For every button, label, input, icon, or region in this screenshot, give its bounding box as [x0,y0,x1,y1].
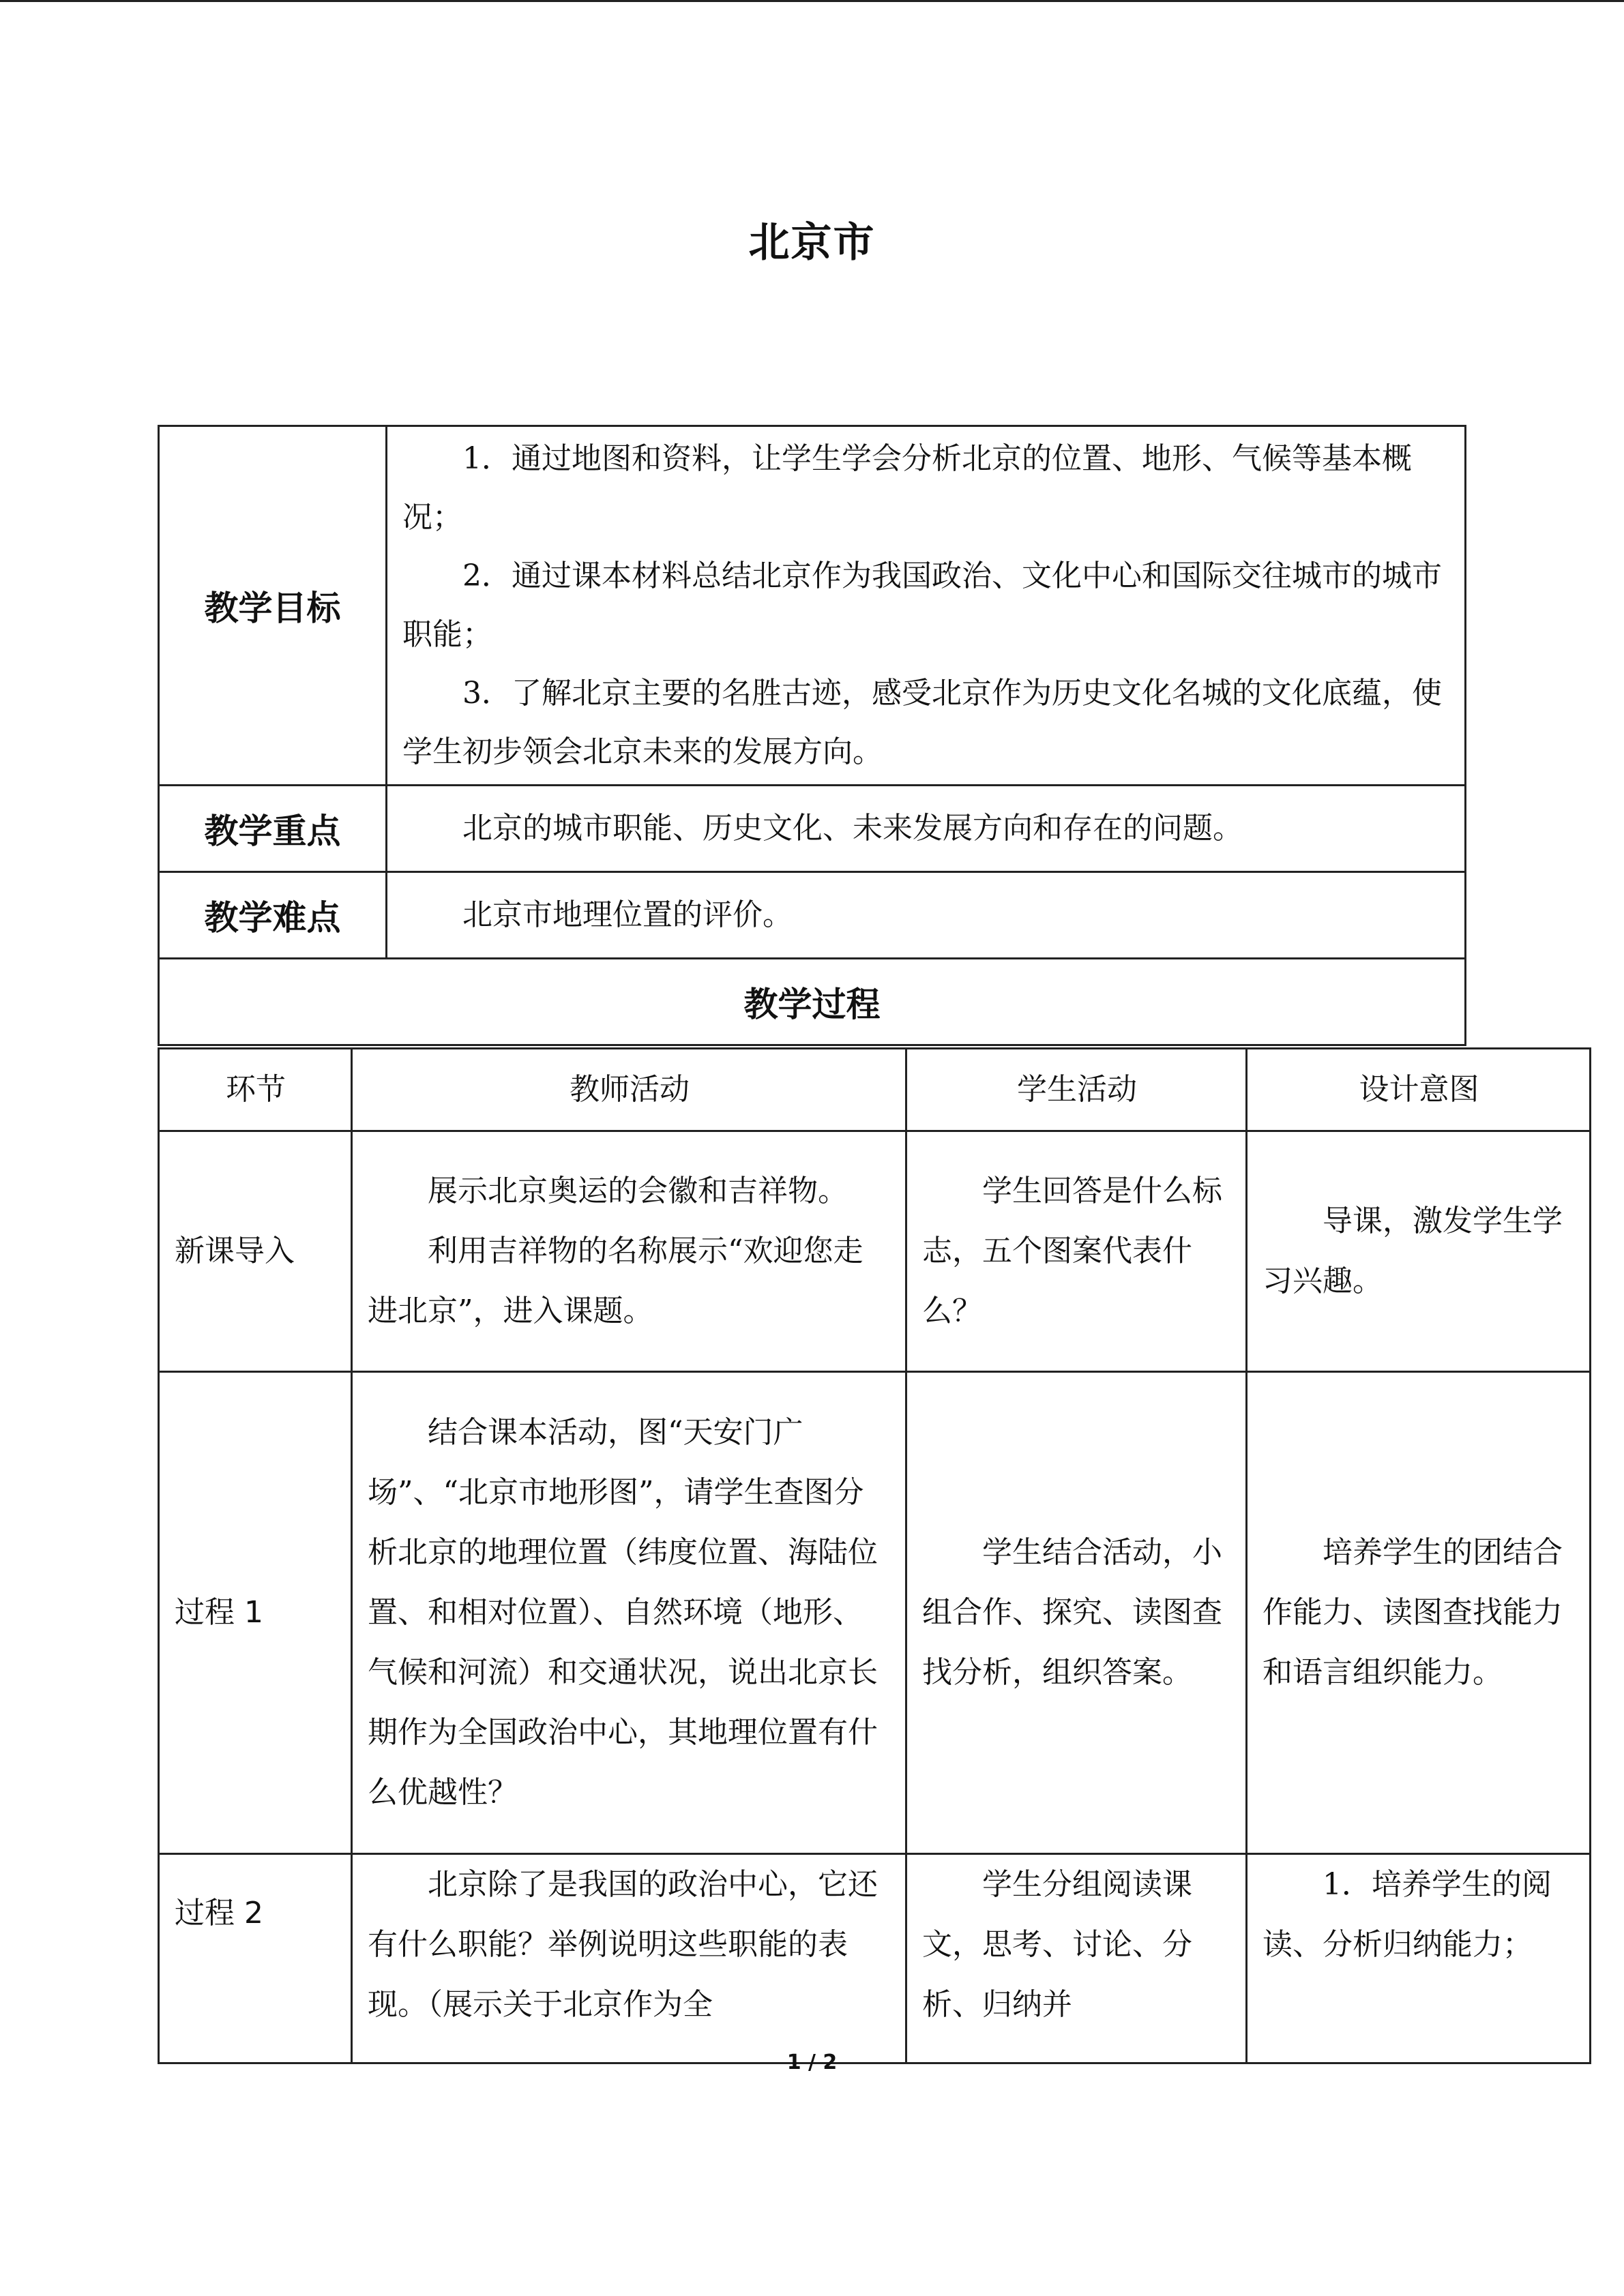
student-cell [906,1372,1247,1854]
goal-row [159,426,1466,786]
page-title: 北京市 [748,219,876,267]
intent-text: 导课，激发学生学习兴趣。 [1263,1204,1563,1298]
header-stage: 环节 [159,1049,352,1131]
header-intent: 设计意图 [1247,1049,1591,1131]
header-teacher: 教师活动 [352,1049,906,1131]
process-heading: 教学过程 [159,959,1466,1045]
teacher-text: 结合课本活动，图“天安门广场”、“北京市地形图”，请学生查图分析北京的地理位置（纬度位置、海陆位置、和相对位置）、自然环境（地形、气候和河流）和交通状况，说出北京长期作为全国政治中心，其地理位置有什么优越性？ [368,1415,878,1810]
intent-cell [1247,1854,1591,2063]
teacher-cell [352,1854,906,2063]
goal-content [387,426,1466,786]
teacher-text: 利用吉祥物的名称展示“欢迎您走进北京”，进入课题。 [368,1234,863,1328]
header-student: 学生活动 [906,1049,1247,1131]
stage-cell: 新课导入 [159,1131,352,1372]
difficulty-label: 教学难点 [159,872,387,959]
difficulty-content [387,872,1466,959]
table-row [159,1131,1591,1372]
stage-cell: 过程 2 [159,1854,352,2063]
info-table [158,425,1466,1046]
top-border-line [0,0,1624,2]
stage-cell: 过程 1 [159,1372,352,1854]
student-cell [906,1854,1247,2063]
process-table [158,1047,1591,2064]
difficulty-row [159,872,1466,959]
page-number: 1 / 2 [786,2051,838,2074]
goal-item: 2．通过课本材料总结北京作为我国政治、文化中心和国际交往城市的城市职能； [402,558,1442,652]
intent-cell [1247,1131,1591,1372]
teacher-cell [352,1131,906,1372]
intent-text: 1．培养学生的阅读、分析归纳能力； [1263,1867,1552,1962]
key-label: 教学重点 [159,786,387,872]
teacher-text: 北京除了是我国的政治中心，它还有什么职能？举例说明这些职能的表现。（展示关于北京作为全 [368,1867,878,2022]
table-row [159,1372,1591,1854]
goal-item: 1．通过地图和资料，让学生学会分析北京的位置、地形、气候等基本概况； [402,441,1412,535]
student-text: 学生回答是什么标志，五个图案代表什么？ [922,1174,1222,1328]
student-text: 学生分组阅读课文，思考、讨论、分析、归纳并 [922,1867,1192,2022]
goal-item: 3．了解北京主要的名胜古迹，感受北京作为历史文化名城的文化底蕴，使学生初步领会北京未来的发展方向。 [402,676,1442,769]
teacher-cell [352,1372,906,1854]
key-content [387,786,1466,872]
key-text: 北京的城市职能、历史文化、未来发展方向和存在的问题。 [462,811,1243,846]
student-text: 学生结合活动，小组合作、探究、读图查找分析，组织答案。 [922,1535,1222,1690]
process-header-row [159,1049,1591,1131]
table-row [159,1854,1591,2063]
student-cell [906,1131,1247,1372]
teacher-text: 展示北京奥运的会徽和吉祥物。 [428,1174,848,1208]
key-row [159,786,1466,872]
goal-label: 教学目标 [159,426,387,786]
intent-text: 培养学生的团结合作能力、读图查找能力和语言组织能力。 [1263,1535,1563,1690]
intent-cell [1247,1372,1591,1854]
process-heading-row [159,959,1466,1045]
difficulty-text: 北京市地理位置的评价。 [462,897,793,932]
